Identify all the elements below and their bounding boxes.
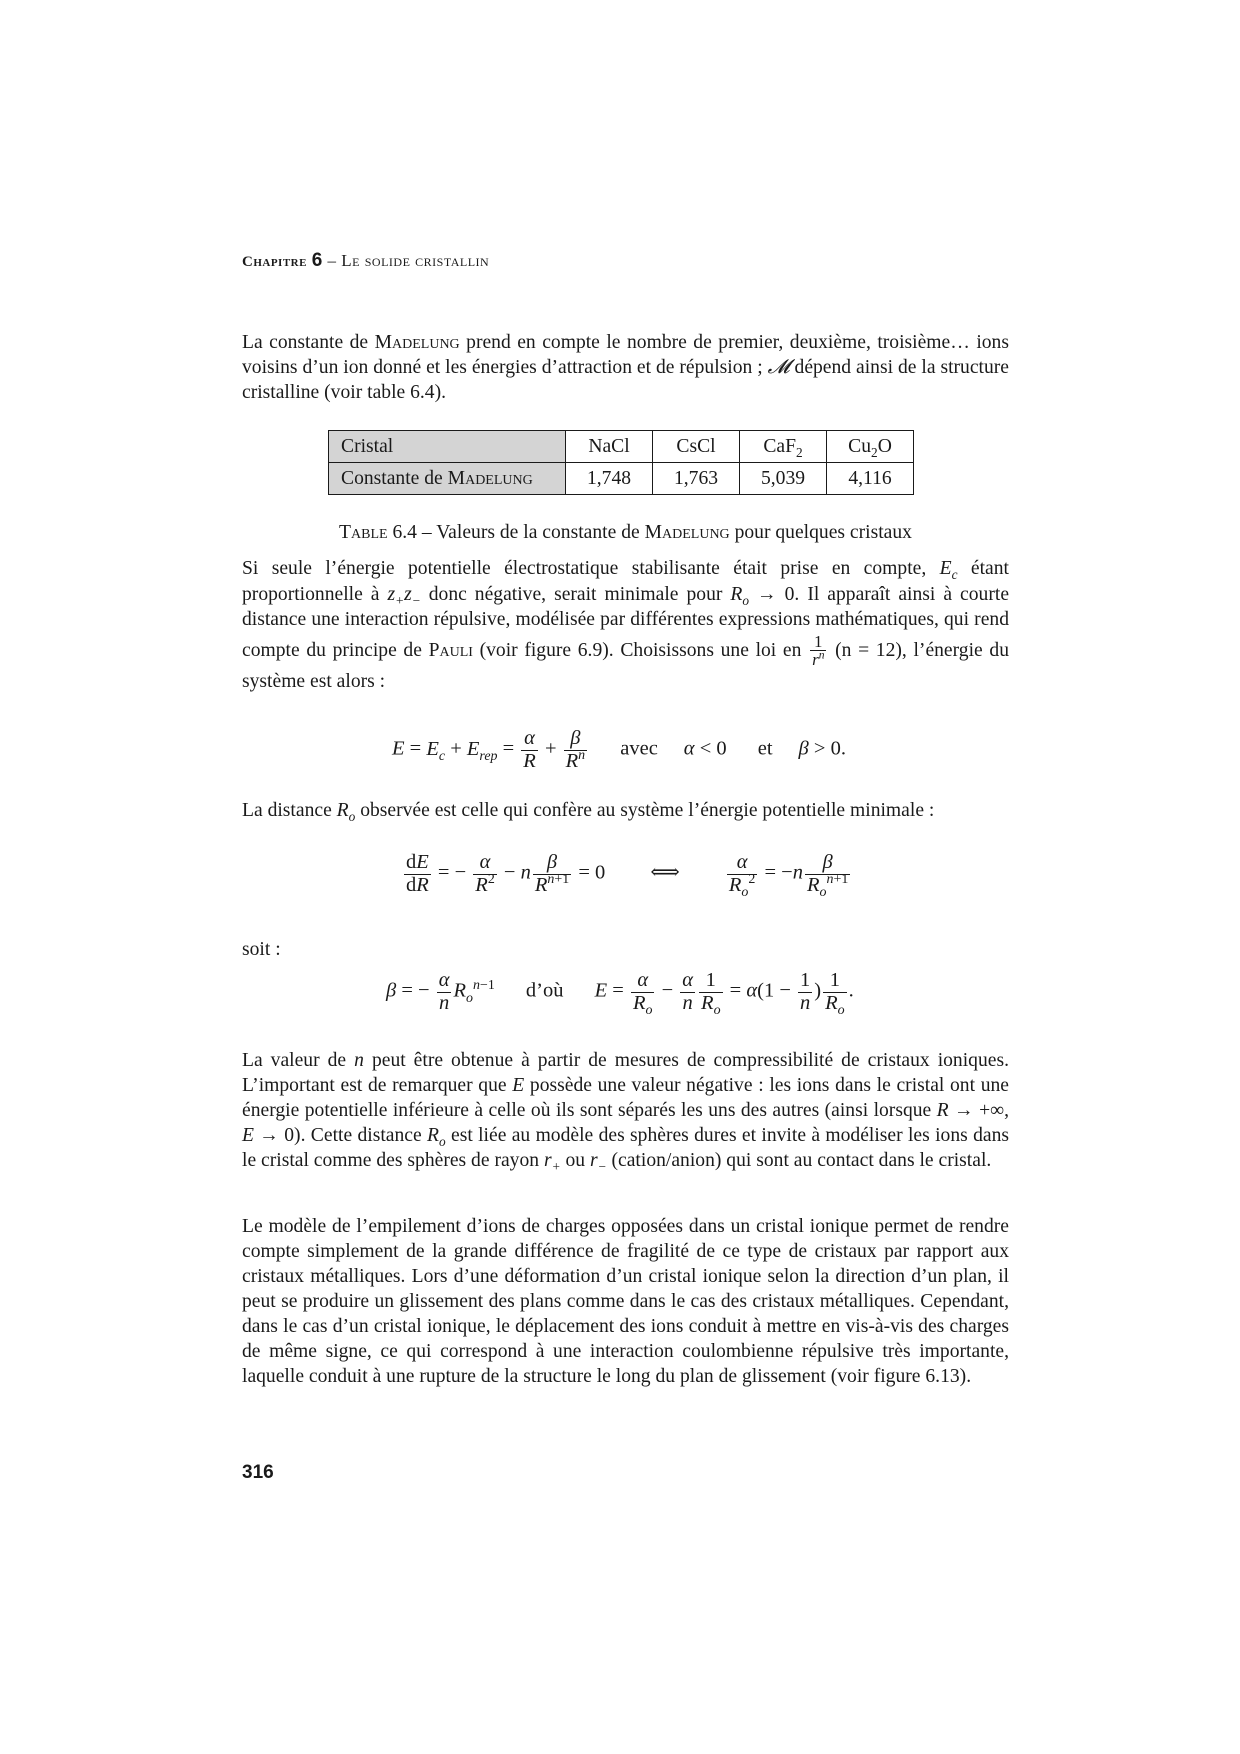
table-caption: Table 6.4 – Valeurs de la constante de Madelung pour quelques cristaux — [339, 522, 912, 543]
eq-word-dou: d’où — [525, 979, 564, 1002]
table-cell-value: 4,116 — [827, 463, 914, 495]
paragraph-distance: La distance $R_o$ observée est celle qui confère au système l’énergie potentielle minimale : — [242, 800, 935, 824]
paragraph-madelung-intro: La constante de Madelung prend en compte le nombre de premier, deuxième, troisième… ions voisins d’un ion donné et les énergies d’attraction et de répulsion ; 𝓜 dépend ainsi de la structure cristalline (voir table 6.4). — [242, 332, 1010, 403]
eq-word-et: et — [757, 737, 773, 760]
chapter-word: Chapitre — [242, 254, 307, 270]
table-cell-value: 5,039 — [740, 463, 827, 495]
name-pauli: Pauli — [428, 639, 473, 661]
chapter-title: Le solide cristallin — [341, 251, 490, 270]
equation-beta: β = − $\frac{\alpha}{n}$ $R_o^{n-1}$ d’où E = $\frac{\alpha}{R_o}$ − $\frac{\alpha}{n}$ $\frac{1}{R_o}$ = α(1 − $\frac{1}{n}$ ) $\frac{1}{R_o}$ . — [386, 969, 854, 1018]
table-cell-value: 1,748 — [566, 463, 653, 495]
equation-derivative: $\frac{dE}{dR}$ = − $\frac{\alpha}{R^2}$ − n $\frac{\beta}{R^{n+1}}$ = 0 ⟺ $\frac{\alpha}{R_o^2}$ = −n $\frac{\beta}{R_o^{n+1}}$ — [406, 851, 849, 900]
madelung-table-container — [328, 430, 914, 495]
header-separator: – — [327, 251, 337, 270]
table-row-crystal — [329, 431, 914, 463]
name-madelung: Madelung — [374, 332, 460, 353]
chapter-number: 6 — [311, 250, 323, 271]
page-number: 316 — [242, 1462, 274, 1483]
paragraph-compressibility: La valeur de n peut être obtenue à partir de mesures de compressibilité de cristaux ioniques. L’important est de remarquer que E possède une valeur négative : les ions dans le cristal ont une énergie potentielle inférieure à celle où ils sont séparés les uns des autres (ainsi lorsque R → +∞, E → 0). Cette distance $R_o$ est liée au modèle des sphères dures et invite à modéliser les ions dans le cristal comme des sphères de rayon $r_+$ ou $r_-$ (cation/anion) qui sont au contact dans le cristal. — [242, 1050, 1010, 1174]
paragraph-repulsion: Si seule l’énergie potentielle électrostatique stabilisante était prise en compte, $E_c$ étant proportionnelle à $z_+z_-$ donc négative, serait minimale pour $R_o \to 0$. Il apparaît ainsi à courte distance une interaction répulsive, modélisée par différentes expressions mathématiques, qui rend compte du principe de Pauli (voir figure 6.9). Choisissons une loi en $\frac{1}{r^n}$ (n = 12), l’énergie du système est alors : — [242, 558, 1010, 693]
table-row-label-madelung: Constante de Madelung — [329, 463, 566, 495]
table-cell-formula: NaCl — [566, 431, 653, 463]
table-cell-formula: CsCl — [653, 431, 740, 463]
table-row-madelung — [329, 463, 914, 495]
table-cell-formula: CaF$_2$ — [740, 431, 827, 463]
madelung-symbol: 𝓜 — [767, 357, 790, 378]
running-header — [242, 250, 489, 272]
table-row-label-crystal: Cristal — [329, 431, 566, 463]
madelung-table — [328, 430, 914, 495]
equation-energy: $E = E_c + E_{rep}$ = $\frac{\alpha}{R}$ + $\frac{\beta}{R^n}$ avec α < 0 et β > 0. — [392, 727, 846, 772]
table-cell-value: 1,763 — [653, 463, 740, 495]
soit-label: soit : — [242, 939, 281, 960]
eq-word-avec: avec — [620, 737, 658, 760]
paragraph-stacking-model: Le modèle de l’empilement d’ions de charges opposées dans un cristal ionique permet de rendre compte simplement de la grande différence de fragilité de ce type de cristaux par rapport aux cristaux métalliques. Lors d’une déformation d’un cristal ionique selon la direction d’un plan, il peut se produire un glissement des plans comme dans le cas des cristaux métalliques. Cependant, dans le cas d’un cristal ionique, le déplacement des ions conduit à mettre en vis-à-vis des charges de même signe, ce qui correspond à une interaction coulombienne répulsive très importante, laquelle conduit à une rupture de la structure le long du plan de glissement (voir figure 6.13). — [242, 1216, 1009, 1387]
table-cell-formula: $Cu_2O$ — [827, 431, 914, 463]
